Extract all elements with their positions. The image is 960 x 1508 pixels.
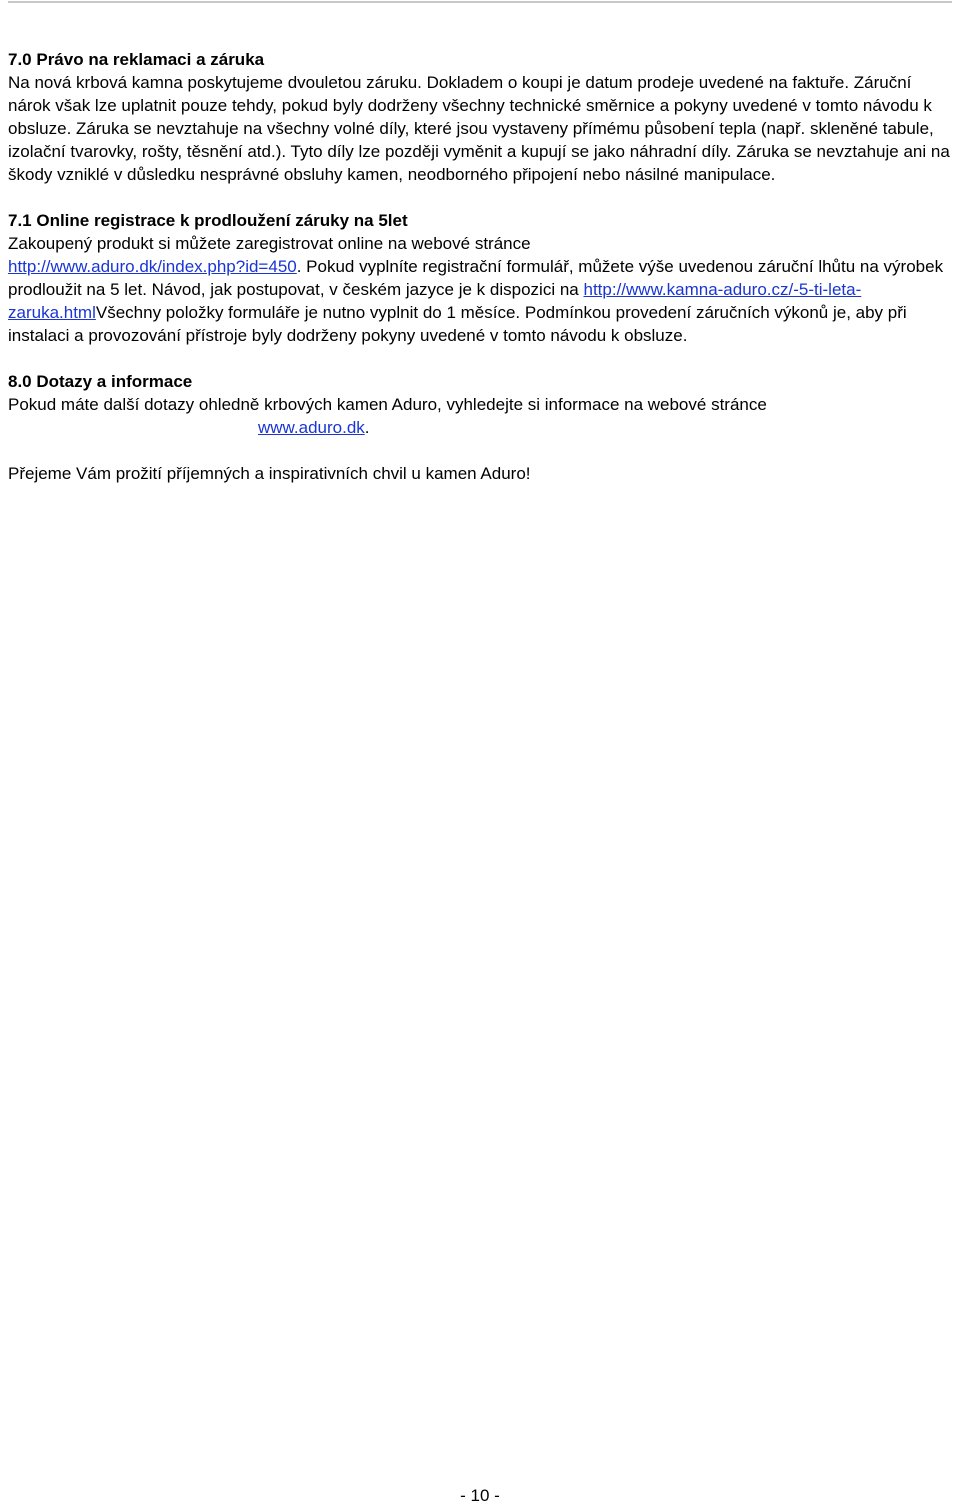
section-heading: 7.0 Právo na reklamaci a záruka (8, 50, 265, 69)
top-rule (8, 1, 952, 3)
mid-text: . Pokud vyplníte registrační formulář, můžete výše uvedenou záruční lhůtu na výrobek prodloužit na 5 let. Návod, jak postupovat, v českém jazyce je k dispozici na (8, 257, 944, 299)
section-online-registration (8, 209, 954, 347)
section-paragraph (8, 232, 954, 347)
section-questions (8, 370, 954, 439)
registration-link[interactable]: http://www.aduro.dk/index.php?id=450 (8, 257, 297, 276)
section-heading: 8.0 Dotazy a informace (8, 372, 193, 391)
outro-text: Podmínkou provedení záručních výkonů je, aby při instalaci a provozování přístroje byly dodrženy pokyny uvedené v tomto návodu k obsluze. (8, 303, 907, 345)
section-paragraph: Na nová krbová kamna poskytujeme dvouletou záruku. Dokladem o koupi je datum prodeje uvedené na faktuře. Záruční nárok však lze uplatnit pouze tehdy, pokud byly dodrženy všechny technické směrnice a pokyny uvedené v tomto návodu k obsluze. Záruka se nevztahuje na všechny volné díly, které jsou vystaveny přímému působení tepla (např. skleněné tabule, izolační tvarovky, rošty, těsnění atd.). Tyto díly lze později vyměnit a kupují se jako náhradní díly. Záruka se nevztahuje ani na škody vzniklé v důsledku nesprávné obsluhy kamen, neodborného připojení nebo násilné manipulace. (8, 73, 950, 184)
questions-text: Pokud máte další dotazy ohledně krbových kamen Aduro, vyhledejte si informace na webové stránce (8, 395, 767, 414)
closing-sentence: Přejeme Vám prožití příjemných a inspirativních chvil u kamen Aduro! (8, 464, 531, 483)
section-heading: 7.1 Online registrace k prodloužení záruky na 5let (8, 211, 408, 230)
deadline-text: Všechny položky formuláře je nutno vyplnit do 1 měsíce. (95, 303, 521, 322)
page-number: - 10 - (460, 1486, 500, 1505)
section-warranty (8, 48, 954, 186)
document-body (8, 48, 954, 485)
period-text: . (364, 418, 370, 437)
section-paragraph (8, 393, 954, 439)
czech-guide-link[interactable]: http://www.kamna-aduro.cz/-5-ti-leta-zaruka.html (8, 280, 862, 322)
intro-text: Zakoupený produkt si můžete zaregistrovat online na webové stránce (8, 234, 531, 253)
aduro-website-link[interactable]: www.aduro.dk (258, 418, 365, 437)
